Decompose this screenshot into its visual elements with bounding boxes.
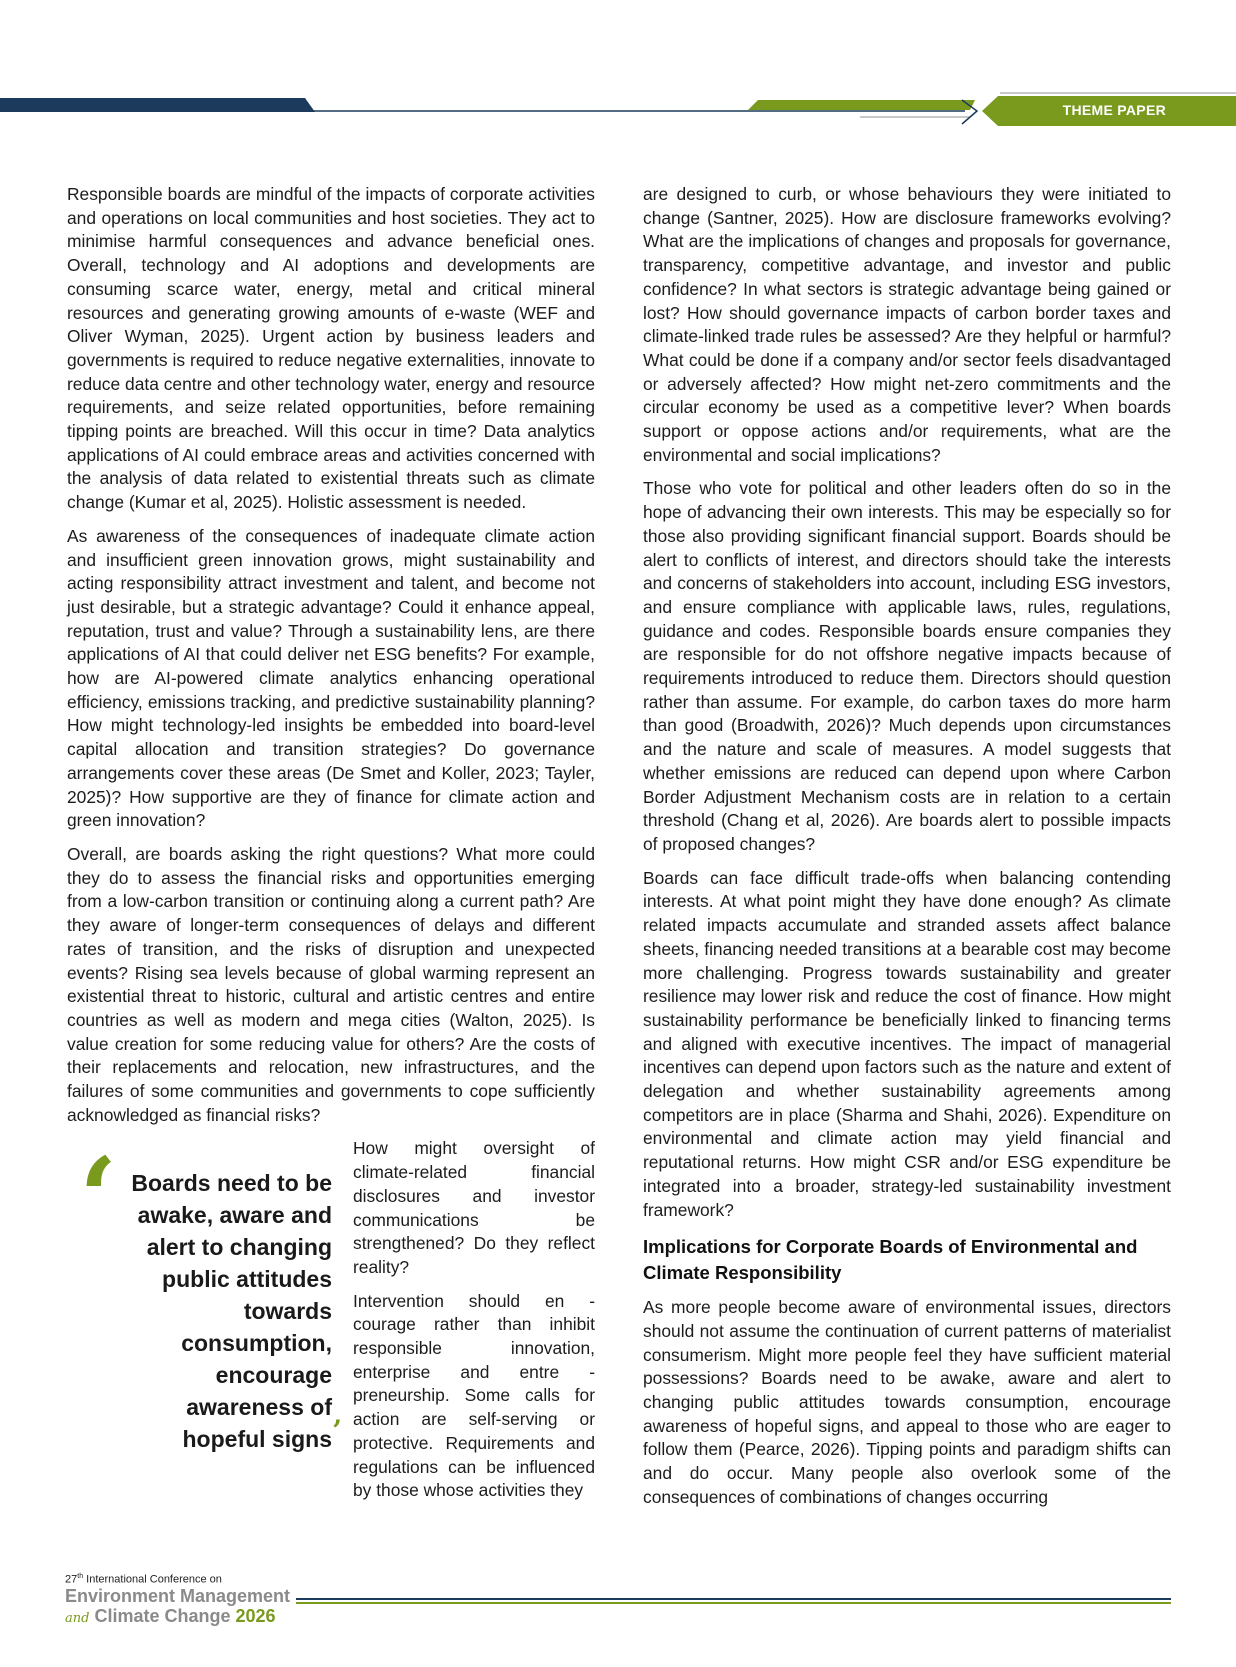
paragraph: are designed to curb, or whose behaviours they were initiated to change (Santner, 2025). How are disclosure frameworks evolving? What are the implications of changes and proposals for governance, transparency, competitive advantage, and investor and public confidence? In what sectors is strategic advantage being gained or lost? How should governance impacts of carbon border taxes and climate-linked trade rules be assessed? Are they helpful or harmful? What could be done if a company and/or sector feels disadvantaged or adversely affected? How might net-zero commitments and the circular economy be used as a competitive lever? When boards support or oppose actions and/or requirements, what are the environmental and social implications? bbox=[643, 184, 1171, 465]
conference-title-1: Environment Management bbox=[65, 1585, 291, 1606]
conference-line: International Conference on bbox=[86, 1573, 222, 1586]
paragraph: Those who vote for political and other leaders often do so in the hope of advancing their own interests. This may be especially so for those also providing significant financial support. Boards should be alert to conflicts of interest, and directors should take the interests and concerns of stakeholders into account, including ESG investors, and ensure compliance with applicable laws, rules, regulations, guidance and codes. Responsible boards ensure companies they are responsible for do not offshore negative impacts because of requirements introduced to reduce them. Directors should question rather than assume. For example, do carbon taxes do more harm than good (Broadwith, 2026)? Much depends upon circumstances and the nature and scale of measures. A model suggests that whether emissions are reduced can depend upon where Carbon Border Adjustment Mechanism costs are in relation to a certain threshold (Chang et al, 2026). Are boards alert to possible impacts of proposed changes? bbox=[643, 478, 1171, 854]
header-bar bbox=[0, 0, 1236, 140]
close-quote-icon: ’ bbox=[332, 1414, 342, 1448]
paragraph: Responsible boards are mindful of the impacts of corporate activities and operations on local communities and host societies. They act to minimise harmful consequences and advance beneficial ones. Overall, technology and AI adoptions and developments are consuming scarce water, energy, metal and critical mineral resources and generating growing amounts of e-waste (WEF and Oliver Wyman, 2025). Urgent action by business leaders and governments is required to reduce negative externalities, innovate to reduce data centre and other technology water, energy and resource requirements, and seize related opportunities, before remaining tipping points are breached. Will this occur in time? Data analytics applications of AI could embrace areas and activities concerned with the analysis of data related to existential threats such as climate change (Kumar et al, 2025). Holistic assessment is needed. bbox=[67, 184, 595, 513]
footer-rule bbox=[296, 1597, 1171, 1605]
paragraph: Overall, are boards asking the right questions? What more could they do to assess the financial risks and opportunities emerging from a low-carbon transition or continuing along a current path? Are they aware of longer-term consequences of delays and different rates of transition, and the risks of disruption and unexpected events? Rising sea levels because of global warming represent an existential threat to historic, cultural and artistic centres and entire countries as well as modern and mega cities (Walton, 2025). Is value creation for some reducing value for others? Are the costs of their replacements and relocation, new infrastructures, and the failures of some communities and governments to cope sufficiently acknowledged as financial risks? bbox=[67, 843, 595, 1125]
edition-number: 27 bbox=[65, 1573, 78, 1586]
title-and: and bbox=[65, 1610, 90, 1626]
pull-quote bbox=[67, 1133, 342, 1509]
pull-quote-section bbox=[67, 1133, 595, 1509]
left-column bbox=[67, 183, 595, 1509]
quote-side-text bbox=[353, 1137, 595, 1513]
header-decoration bbox=[0, 0, 1236, 140]
open-quote-icon: ‘ bbox=[79, 1133, 118, 1263]
paragraph: As awareness of the consequences of inadequate climate action and insufficient green innovation grows, might sustainability and acting responsibility attract investment and talent, and become not just desirable, but a strategic advantage? Could it enhance appeal, reputation, trust and value? Through a sustainability lens, are there applications of AI that could deliver net ESG benefits? For example, how are AI-powered climate analytics enhancing operational efficiency, emissions tracking, and predictive sustainability planning? How might technology-led insights be embedded into board-level capital allocation and transition strategies? Do governance arrangements cover these areas (De Smet and Koller, 2023; Tayler, 2025)? How supportive are they of finance for climate action and green innovation? bbox=[67, 525, 595, 831]
paragraph: How might oversight of climate-related financial disclosures and investor communications be strengthened? Do they reflect reality? bbox=[353, 1138, 595, 1277]
section-heading: Implications for Corporate Boards of Environmental and Climate Responsibility bbox=[643, 1236, 1138, 1284]
section-label: THEME PAPER bbox=[1062, 102, 1166, 118]
conference-logo bbox=[65, 1573, 290, 1629]
green-band-left bbox=[748, 100, 975, 110]
conference-edition bbox=[65, 1573, 290, 1586]
paragraph: As more people become aware of environmental issues, directors should not assume the continuation of current patterns of materialist consumerism. Might more people feel they have sufficient material possessions? Boards need to be awake, aware and alert to changing public attitudes towards consumption, encourage awareness of hopeful signs, and appeal to those who are eager to follow them (Pearce, 2026). Tipping points and paradigm shifts can and do occur. Many people also overlook some of the consequences of combinations of changes occurring bbox=[643, 1297, 1171, 1507]
edition-suffix: th bbox=[77, 1573, 84, 1580]
conference-year: 2026 bbox=[235, 1605, 276, 1626]
paragraph: Boards can face difficult trade-offs when balancing contending interests. At what point might they have done enough? As climate related impacts accumulate and stranded assets affect balance sheets, financing needed transitions at a bearable cost may become more challenging. Progress towards sustainability and greater resilience may lower risk and reduce the cost of finance. How might sustainability performance be beneficially linked to financing terms and aligned with executive incentives. The impact of managerial incentives can depend upon factors such as the nature and extent of delegation and whether sustainability agreements among competitors are in place (Sharma and Shahi, 2026). Expenditure on environmental and climate action may yield financial and reputational returns. How might CSR and/or ESG expenditure be integrated into a broader, strategy-led sustainability investment framework? bbox=[643, 867, 1171, 1220]
title-line2: Climate Change bbox=[94, 1605, 231, 1626]
right-column bbox=[643, 183, 1171, 1520]
conference-title-2 bbox=[65, 1606, 290, 1629]
pull-quote-text: Boards need to be awake, aware and alert to changing public attitudes towards consumption, encourage awareness of hopeful signs bbox=[131, 1170, 332, 1453]
navy-band bbox=[0, 98, 315, 112]
paragraph: Intervention should en - courage rather than inhibit responsible innovation, enterprise and entre - preneurship. Some calls for action are self-serving or protective. Requirements and regulations can be influenced by those whose activities they bbox=[353, 1290, 595, 1501]
